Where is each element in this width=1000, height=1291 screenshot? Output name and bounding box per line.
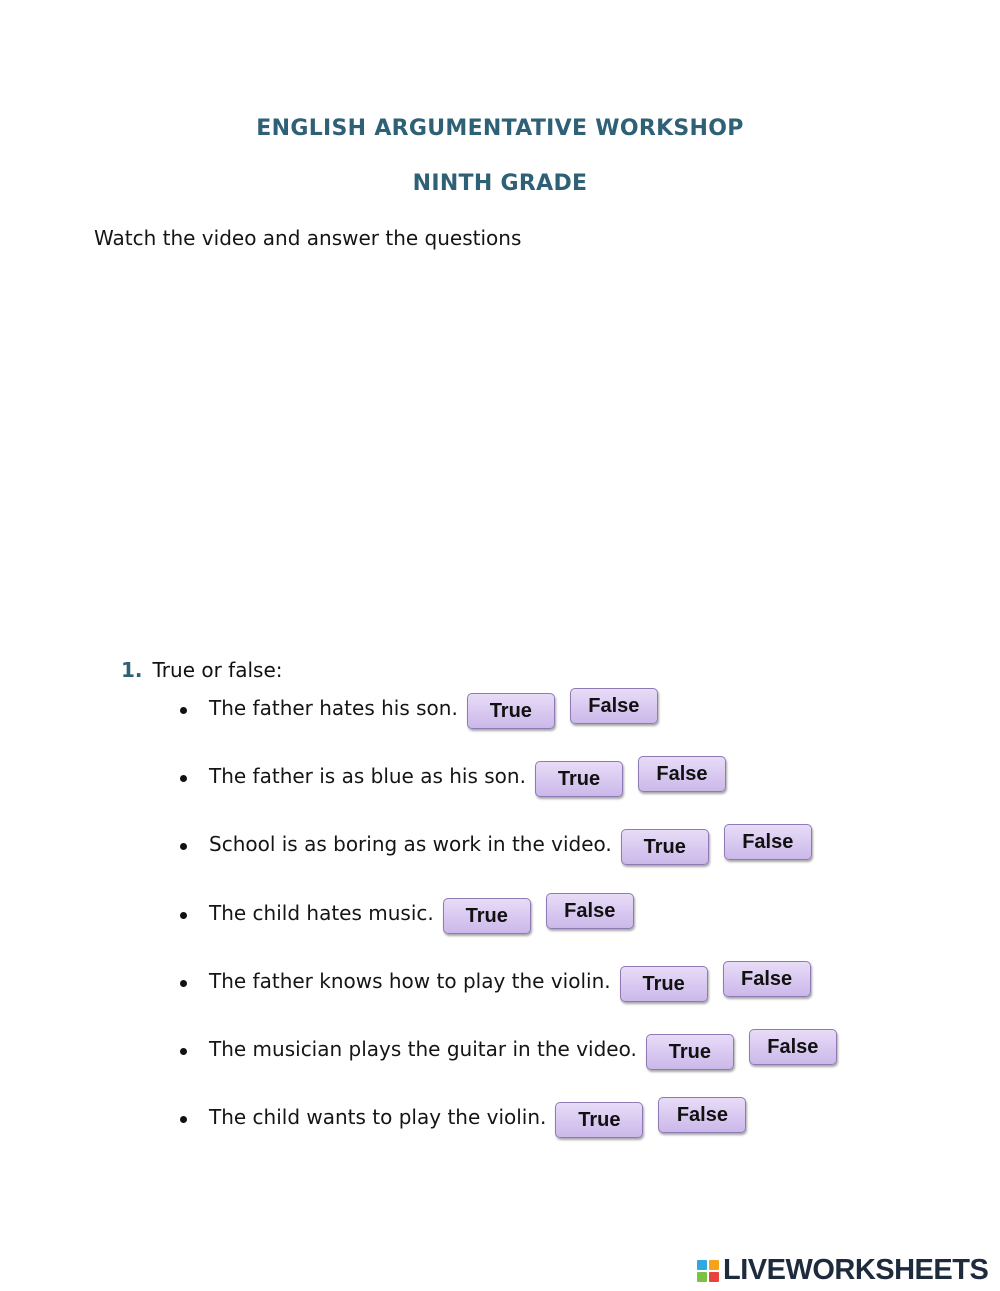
question-text: The child hates music. (209, 901, 434, 925)
question-row (180, 1097, 746, 1137)
question-row (180, 756, 726, 796)
bullet-icon (180, 843, 187, 850)
question-text: School is as boring as work in the video. (209, 832, 612, 856)
logo-icon (697, 1260, 719, 1282)
question-row (180, 688, 658, 728)
true-button[interactable]: True (535, 761, 623, 797)
false-button[interactable]: False (724, 824, 812, 860)
bullet-icon (180, 707, 187, 714)
liveworksheets-logo[interactable] (697, 1254, 988, 1287)
false-button[interactable]: False (723, 961, 811, 997)
bullet-icon (180, 1048, 187, 1055)
logo-square-green (697, 1272, 707, 1282)
page-title: ENGLISH ARGUMENTATIVE WORKSHOP (256, 116, 744, 141)
logo-square-red (709, 1272, 719, 1282)
question-text: The father hates his son. (209, 696, 458, 720)
section-heading (121, 658, 283, 682)
false-button[interactable]: False (546, 893, 634, 929)
bullet-icon (180, 775, 187, 782)
false-button[interactable]: False (658, 1097, 746, 1133)
question-text: The musician plays the guitar in the video. (209, 1037, 637, 1061)
logo-square-orange (709, 1260, 719, 1270)
logo-text: LIVEWORKSHEETS (723, 1254, 989, 1286)
false-button[interactable]: False (749, 1029, 837, 1065)
bullet-icon (180, 1116, 187, 1123)
question-text: The father is as blue as his son. (209, 764, 526, 788)
question-text: The child wants to play the violin. (209, 1105, 547, 1129)
true-button[interactable]: True (555, 1102, 643, 1138)
true-button[interactable]: True (620, 966, 708, 1002)
true-button[interactable]: True (646, 1034, 734, 1070)
bullet-icon (180, 980, 187, 987)
section-number: 1. (121, 658, 143, 682)
section-heading-text: True or false: (152, 658, 283, 682)
logo-square-blue (697, 1260, 707, 1270)
instruction-text: Watch the video and answer the questions (94, 226, 522, 250)
true-button[interactable]: True (621, 829, 709, 865)
question-row (180, 893, 634, 933)
question-row (180, 1029, 837, 1069)
question-row (180, 824, 812, 864)
true-button[interactable]: True (467, 693, 555, 729)
bullet-icon (180, 912, 187, 919)
false-button[interactable]: False (638, 756, 726, 792)
question-row (180, 961, 811, 1001)
true-button[interactable]: True (443, 898, 531, 934)
question-text: The father knows how to play the violin. (209, 969, 611, 993)
false-button[interactable]: False (570, 688, 658, 724)
page-subtitle: NINTH GRADE (412, 171, 588, 196)
